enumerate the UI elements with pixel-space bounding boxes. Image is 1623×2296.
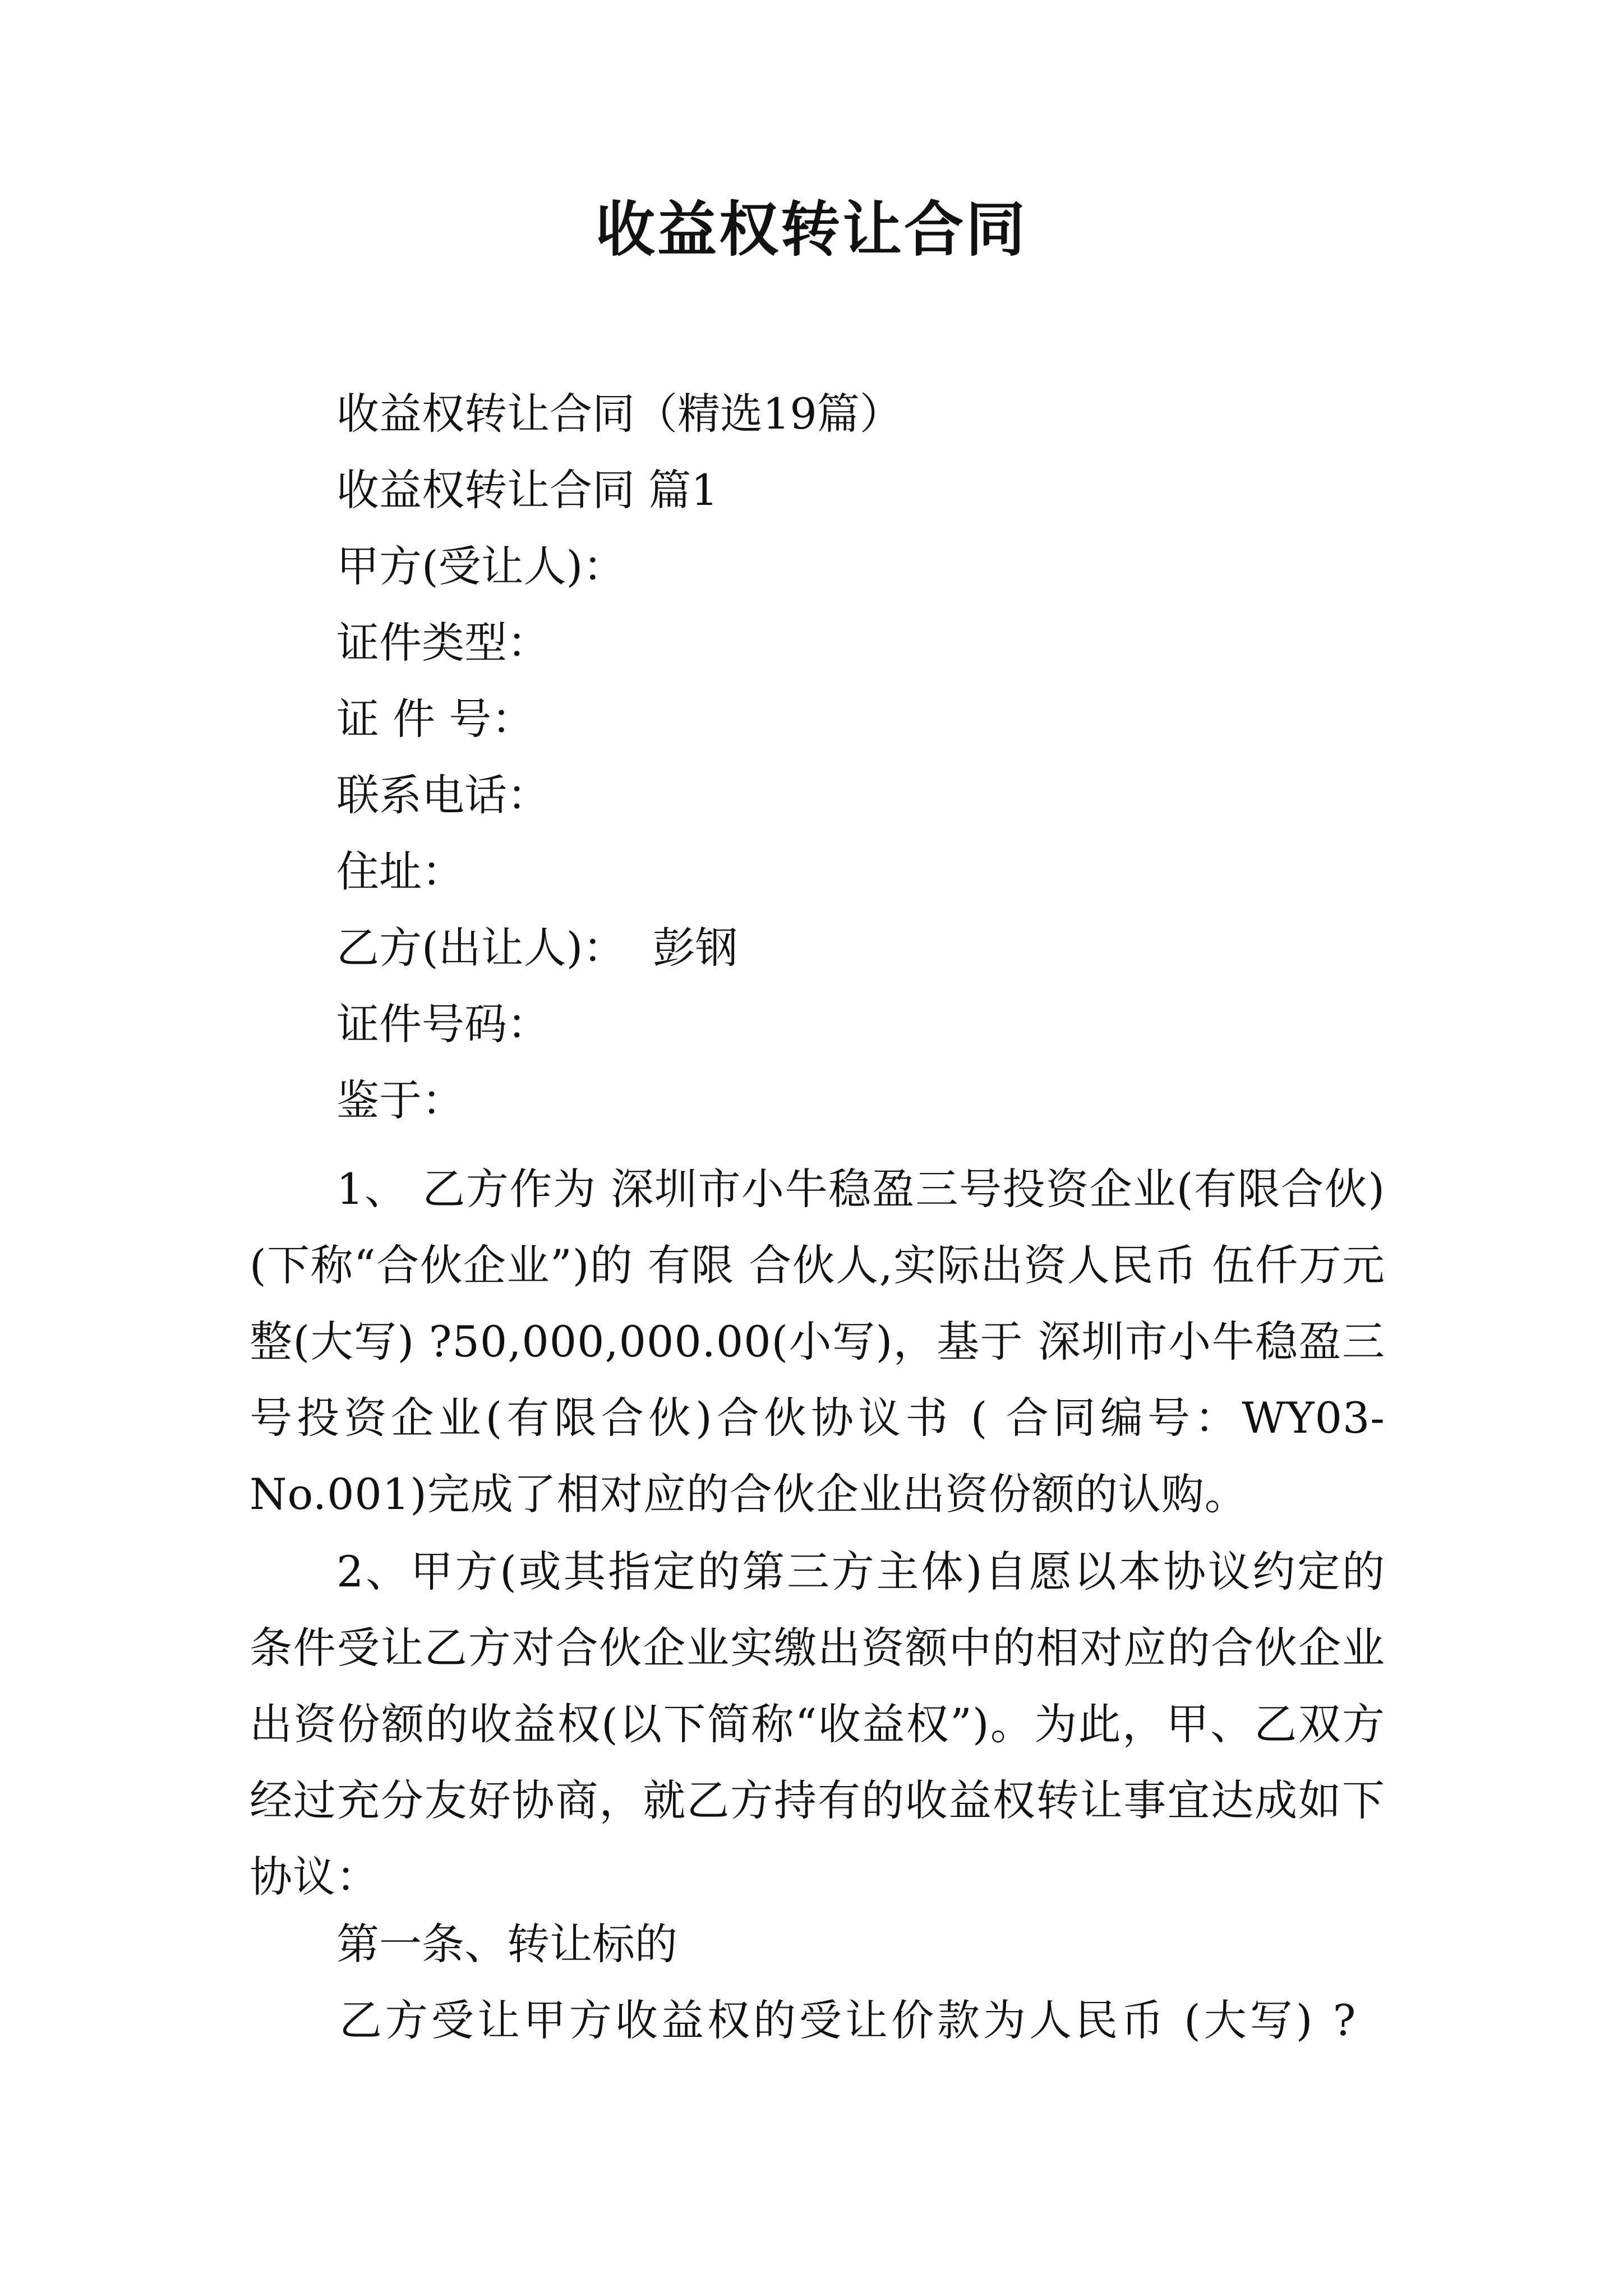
document-title: 收益权转让合同 <box>596 195 1027 264</box>
party-a-label: 甲方(受让人)： <box>336 541 626 591</box>
recital-paragraph-2: 2、甲方(或其指定的第三方主体)自愿以本协议约定的条件受让乙方对合伙企业实缴出资额中的相对应的合伙企业出资份额的收益权(以下简称“收益权”)。为此，甲、乙双方经过充分友好协商，就乙方持有的收益权转让事宜达成如下协议： <box>250 1547 1385 1902</box>
article-heading: 第一条、转让标的 <box>336 1919 677 1969</box>
id-number-label: 证 件 号： <box>336 694 534 744</box>
party-b-line: 乙方(出让人)： 彭钢 <box>336 923 738 973</box>
address-label: 住址： <box>336 846 464 896</box>
party-b-id-label: 证件号码： <box>336 999 550 1049</box>
whereas-label: 鉴于： <box>336 1075 464 1125</box>
subtitle-selection: 收益权转让合同（精选19篇） <box>336 389 902 439</box>
price-clause-line: 乙方受让甲方收益权的受让价款为人民币 (大写) ? <box>339 1995 1359 2045</box>
section-heading: 收益权转让合同 篇1 <box>336 465 718 515</box>
phone-label: 联系电话： <box>336 770 550 820</box>
id-type-label: 证件类型： <box>336 618 550 668</box>
recital-paragraph-1: 1、 乙方作为 深圳市小牛稳盈三号投资企业(有限合伙)(下称“合伙企业”)的 有限 合伙人,实际出资人民币 伍仟万元整(大写) ?50,000,000.00(小写)，基于 深圳市小牛稳盈三号投资企业(有限合伙)合伙协议书 ( 合同编号：WY03-No.001)完成了相对应的合伙企业出资份额的认购。 <box>250 1164 1385 1519</box>
